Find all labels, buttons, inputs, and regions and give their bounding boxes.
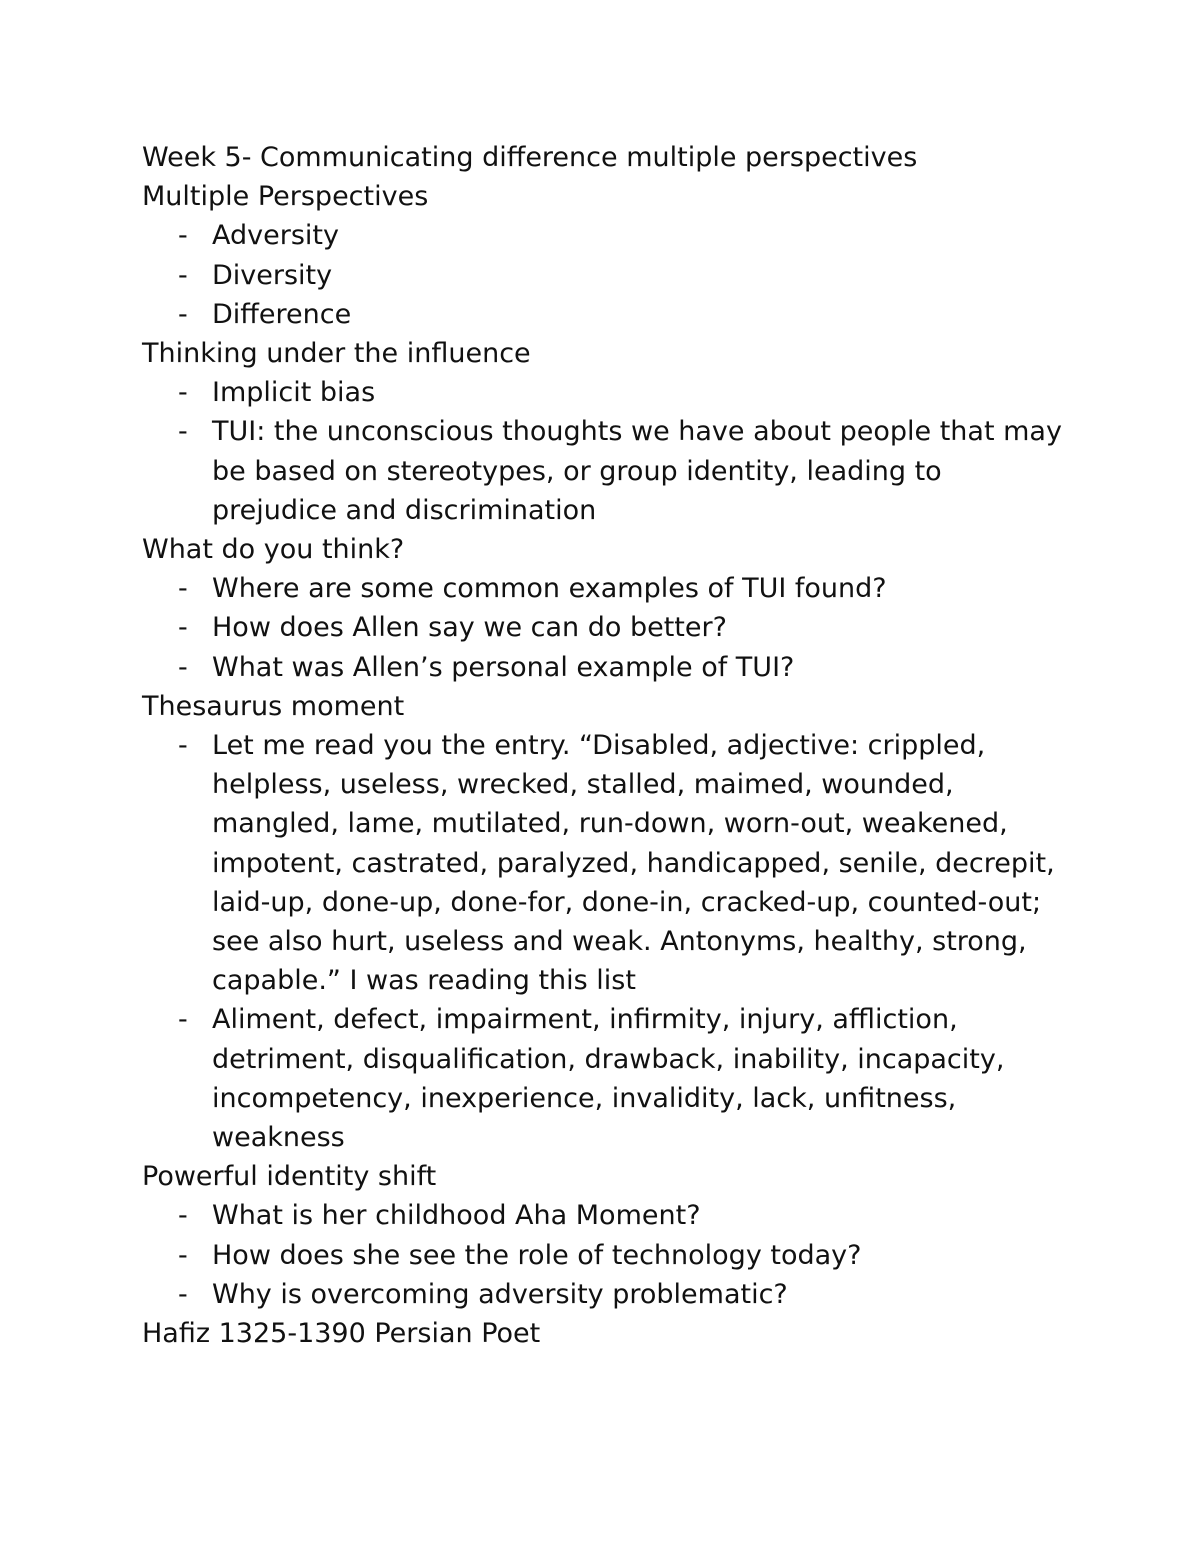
- bullet-text: Implicit bias: [212, 377, 376, 409]
- bullet-list: [142, 373, 1072, 530]
- bullet-dash: -: [178, 1004, 188, 1036]
- section-heading: Powerful identity shift: [142, 1161, 437, 1193]
- bullet-text: Diversity: [212, 259, 333, 291]
- bullet-item: [142, 569, 1072, 608]
- bullet-text: How does she see the role of technology today?: [212, 1239, 862, 1271]
- bullet-list: [142, 569, 1072, 687]
- bullet-dash: -: [178, 220, 188, 252]
- bullet-text: TUI: the unconscious thoughts we have about people that may be based on stereotypes, or group identity, leading to prejudice and discrimination: [212, 416, 1062, 526]
- bullet-dash: -: [178, 259, 188, 291]
- bullet-list: [142, 726, 1072, 1157]
- bullet-dash: -: [178, 298, 188, 330]
- section-heading: What do you think?: [142, 534, 405, 566]
- bullet-text: Aliment, defect, impairment, infirmity, injury, affliction, detriment, disqualification, drawback, inability, incapacity, incompetency, inexperience, invalidity, lack, unfitness, weakness: [212, 1004, 1005, 1154]
- bullet-text: Difference: [212, 298, 352, 330]
- section-heading: Multiple Perspectives: [142, 181, 429, 213]
- section-heading: Thinking under the influence: [142, 338, 531, 370]
- bullet-dash: -: [178, 612, 188, 644]
- bullet-text: Let me read you the entry. “Disabled, adjective: crippled, helpless, useless, wrecked, stalled, maimed, wounded, mangled, lame, mutilated, run-down, worn-out, weakened, impotent, castrated, paralyzed, handicapped, senile, decrepit, laid-up, done-up, done-for, done-in, cracked-up, counted-out; see also hurt, useless and weak. Antonyms, healthy, strong, capable.” I was reading this list: [212, 730, 1055, 997]
- bullet-item: [142, 648, 1072, 687]
- bullet-dash: -: [178, 416, 188, 448]
- bullet-dash: -: [178, 1239, 188, 1271]
- bullet-list: [142, 1196, 1072, 1314]
- bullet-item: [142, 1196, 1072, 1235]
- bullet-dash: -: [178, 730, 188, 762]
- bullet-item: [142, 608, 1072, 647]
- document-title: Week 5- Communicating difference multiple perspectives: [142, 142, 918, 173]
- bullet-dash: -: [178, 573, 188, 605]
- bullet-dash: -: [178, 1278, 188, 1310]
- bullet-item: [142, 1236, 1072, 1275]
- bullet-item: [142, 295, 1072, 334]
- bullet-item: [142, 256, 1072, 295]
- bullet-item: [142, 216, 1072, 255]
- bullet-text: Adversity: [212, 220, 339, 252]
- document-body: [142, 138, 1072, 1353]
- bullet-text: What is her childhood Aha Moment?: [212, 1200, 701, 1232]
- bullet-list: [142, 216, 1072, 334]
- bullet-item: [142, 1275, 1072, 1314]
- bullet-item: [142, 1000, 1072, 1157]
- section-heading: Hafiz 1325-1390 Persian Poet: [142, 1318, 541, 1350]
- bullet-dash: -: [178, 1200, 188, 1232]
- bullet-text: How does Allen say we can do better?: [212, 612, 727, 644]
- bullet-text: What was Allen’s personal example of TUI?: [212, 651, 795, 683]
- bullet-item: [142, 412, 1072, 530]
- bullet-text: Why is overcoming adversity problematic?: [212, 1278, 788, 1310]
- bullet-dash: -: [178, 651, 188, 683]
- bullet-item: [142, 726, 1072, 1000]
- bullet-text: Where are some common examples of TUI found?: [212, 573, 887, 605]
- section-heading: Thesaurus moment: [142, 690, 405, 722]
- bullet-dash: -: [178, 377, 188, 409]
- bullet-item: [142, 373, 1072, 412]
